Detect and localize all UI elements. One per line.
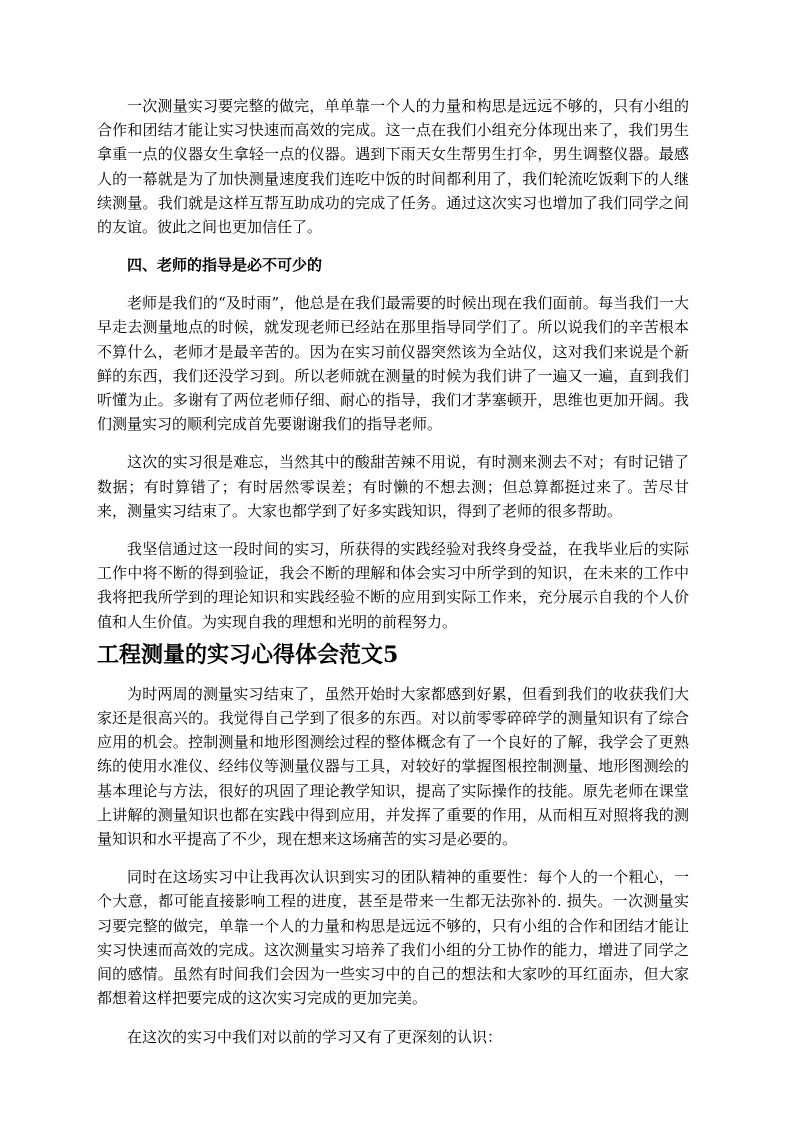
paragraph-two-weeks: 为时两周的测量实习结束了，虽然开始时大家都感到好累，但看到我们的收获我们大家还是很高兴的。我觉得自己学到了很多的东西。对以前零零碎碎学的测量知识有了综合应用的机会。控制测量和地形图测绘过程的整体概念有了一个良好的了解，我学会了更熟练的使用水准仪、经纬仪等测量仪器与工具，对较好的掌握图根控制测量、地形图测绘的基本理论与方法，很好的巩固了理论教学知识，提高了实际操作的技能。原先老师在课堂上讲解的测量知识也都在实践中得到应用，并发挥了重要的作用，从而相互对照将我的测量知识和水平提高了不少，现在想来这场痛苦的实习是必要的。: [97, 684, 689, 849]
document-body: [97, 94, 689, 1049]
essay-title-5: 工程测量的实习心得体会范文5: [97, 641, 399, 668]
paragraph-teamwork: 一次测量实习要完整的做完，单单靠一个人的力量和构思是远远不够的，只有小组的合作和团结才能让实习快速而高效的完成。这一点在我们小组充分体现出来了，我们男生拿重一点的仪器女生拿轻一点的仪器。遇到下雨天女生帮男生打伞，男生调整仪器。最感人的一幕就是为了加快测量速度我们连吃中饭的时间都利用了，我们轮流吃饭剩下的人继续测量。我们就是这样互帮互助成功的完成了任务。通过这次实习也增加了我们同学之间的友谊。彼此之间也更加信任了。: [97, 97, 689, 237]
paragraph-team-spirit: 同时在这场实习中让我再次认识到实习的团队精神的重要性：每个人的一个粗心，一个大意，都可能直接影响工程的进度，甚至是带来一生都无法弥补的. 损失。一次测量实习要完整的做完，单靠一个人的力量和构思是远远不够的，只有小组的合作和团结才能让实习快速而高效的完成。这次测量实习培养了我们小组的分工协作的能力，增进了同学之间的感情。虽然有时间我们会因为一些实习中的自己的想法和大家吵的耳红面赤，但大家都想着这样把要完成的这次实习完成的更加完美。: [97, 868, 689, 1008]
paragraph-teacher: 老师是我们的“及时雨”，他总是在我们最需要的时候出现在我们面前。每当我们一大早走去测量地点的时候，就发现老师已经站在那里指导同学们了。所以说我们的辛苦根本不算什么，老师才是最辛苦的。因为在实习前仪器突然该为全站仪，这对我们来说是个新鲜的东西，我们还没学习到。所以老师就在测量的时候为我们讲了一遍又一遍，直到我们听懂为止。多谢有了两位老师仔细、耐心的指导，我们才茅塞顿开，思维也更加开阔。我们测量实习的顺利完成首先要谢谢我们的指导老师。: [97, 294, 689, 434]
paragraph-conviction: 我坚信通过这一段时间的实习，所获得的实践经验对我终身受益，在我毕业后的实际工作中将不断的得到验证，我会不断的理解和体会实习中所学到的知识，在未来的工作中我将把我所学到的理论知识和实践经验不断的应用到实际工作来，充分展示自我的个人价值和人生价值。为实现自我的理想和光明的前程努力。: [97, 540, 689, 631]
section-heading-teacher-guidance: 四、老师的指导是必不可少的: [127, 256, 323, 275]
paragraph-deeper-understanding: 在这次的实习中我们对以前的学习又有了更深刻的认识：: [127, 1027, 503, 1046]
paragraph-memorable: 这次的实习很是难忘，当然其中的酸甜苦辣不用说，有时测来测去不对；有时记错了数据；有时算错了；有时居然零误差；有时懒的不想去测；但总算都挺过来了。苦尽甘来，测量实习结束了。大家也都学到了好多实践知识，得到了老师的很多帮助。: [97, 453, 689, 520]
